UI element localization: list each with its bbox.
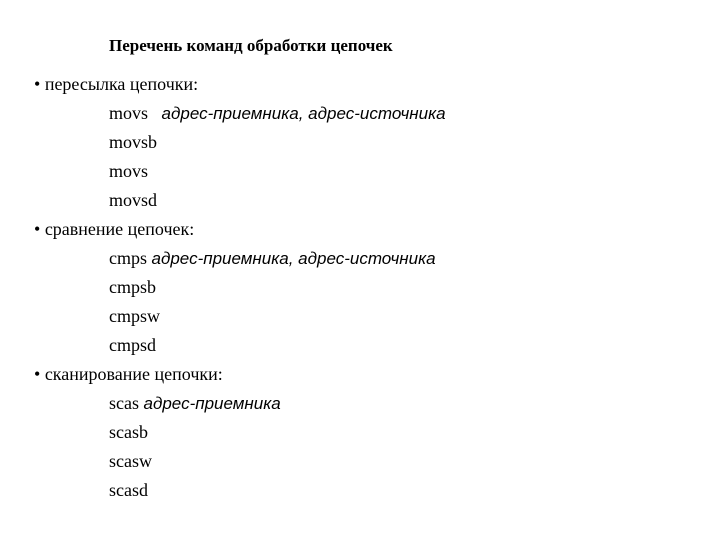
command-line [109, 422, 148, 443]
command-mnemonic: scasw [109, 451, 152, 471]
section-heading-compare [34, 219, 194, 240]
command-line [109, 103, 446, 124]
command-mnemonic: scasb [109, 422, 148, 442]
command-mnemonic: movs [109, 103, 149, 123]
command-args: адрес-приемника [143, 394, 281, 413]
command-mnemonic: movsb [109, 132, 158, 152]
page-title: Перечень команд обработки цепочек [109, 36, 393, 55]
command-line [109, 132, 157, 153]
command-args: адрес-приемника, адрес-источника [151, 249, 436, 268]
command-args: адрес-приемника, адрес-источника [161, 104, 446, 123]
command-mnemonic: movs [109, 161, 149, 181]
command-line [109, 248, 436, 269]
command-mnemonic: cmps [109, 248, 147, 268]
command-mnemonic: movsd [109, 190, 158, 210]
command-mnemonic: cmpsb [109, 277, 156, 297]
section-heading-scan [34, 364, 223, 385]
command-line [109, 161, 148, 182]
bullet-glyph: • [34, 219, 41, 239]
command-line [109, 277, 156, 298]
command-line [109, 451, 152, 472]
command-line [109, 306, 160, 327]
command-line [109, 190, 157, 211]
command-mnemonic: scasd [109, 480, 148, 500]
section-heading-transfer [34, 74, 198, 95]
command-line [109, 393, 281, 414]
bullet-glyph: • [34, 74, 41, 94]
section-heading-text: сравнение цепочек: [44, 219, 195, 239]
bullet-glyph: • [34, 364, 41, 384]
command-line [109, 480, 148, 501]
section-heading-text: сканирование цепочки: [44, 364, 223, 384]
command-mnemonic: cmpsd [109, 335, 156, 355]
command-line [109, 335, 156, 356]
section-heading-text: пересылка цепочки: [44, 74, 199, 94]
command-mnemonic: cmpsw [109, 306, 160, 326]
command-mnemonic: scas [109, 393, 139, 413]
